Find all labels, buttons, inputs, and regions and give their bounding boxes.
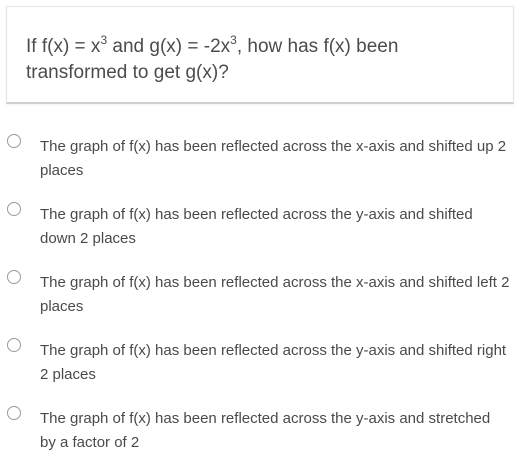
answer-option-4[interactable] bbox=[0, 328, 520, 396]
question-text-part2: and g(x) = -2x bbox=[107, 36, 231, 57]
answer-option-label-1[interactable]: The graph of f(x) has been reflected across the x-axis and shifted up 2 places bbox=[40, 138, 507, 179]
answer-option-3[interactable] bbox=[0, 260, 520, 328]
question-exponent-2: 3 bbox=[230, 32, 237, 47]
radio-button-4[interactable] bbox=[7, 338, 21, 352]
answer-option-2[interactable] bbox=[0, 192, 520, 260]
radio-button-2[interactable] bbox=[7, 202, 21, 216]
question-text-part1: If f(x) = x bbox=[26, 36, 101, 57]
question-card bbox=[6, 6, 514, 104]
answer-option-label-4[interactable]: The graph of f(x) has been reflected across the y-axis and shifted right 2 places bbox=[40, 342, 507, 383]
question-text bbox=[26, 34, 495, 86]
answer-option-label-3[interactable]: The graph of f(x) has been reflected across the x-axis and shifted left 2 places bbox=[40, 274, 510, 315]
question-exponent-1: 3 bbox=[100, 32, 108, 47]
answer-option-1[interactable] bbox=[0, 124, 520, 192]
answer-option-label-5[interactable]: The graph of f(x) has been reflected across the y-axis and stretched by a factor of 2 bbox=[40, 410, 491, 451]
radio-button-5[interactable] bbox=[7, 406, 21, 420]
radio-button-1[interactable] bbox=[7, 134, 21, 148]
answer-options bbox=[0, 124, 520, 464]
radio-button-3[interactable] bbox=[7, 270, 21, 284]
answer-option-label-2[interactable]: The graph of f(x) has been reflected across the y-axis and shifted down 2 places bbox=[40, 206, 473, 247]
question-text-part3: , how has f(x) been transformed to get g(x)? bbox=[26, 36, 399, 83]
answer-option-5[interactable] bbox=[0, 396, 520, 464]
